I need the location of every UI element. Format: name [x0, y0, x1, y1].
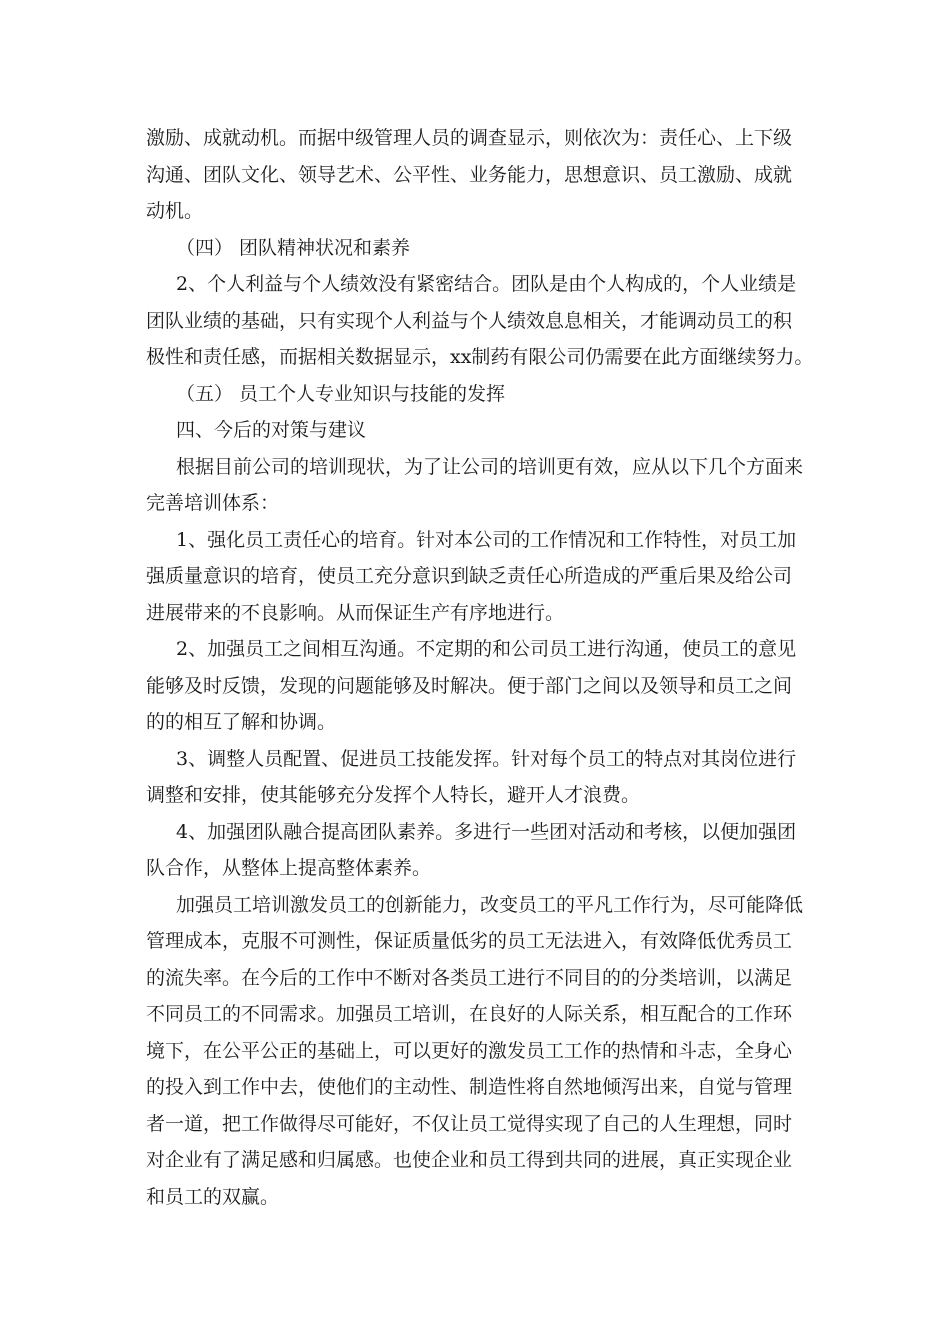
text-line: 极性和责任感，而据相关数据显示，xx制药有限公司仍需要在此方面继续努力。 [146, 346, 814, 368]
text-line: 的的相互了解和协调。 [146, 711, 337, 733]
text-line: 四、今后的对策与建议 [176, 419, 367, 441]
text-line: 不同员工的不同需求。加强员工培训，在良好的人际关系，相互配合的工作环 [146, 1003, 793, 1025]
text-line: 3、调整人员配置、促进员工技能发挥。针对每个员工的特点对其岗位进行 [176, 747, 797, 770]
text-line: 动机。 [146, 200, 204, 222]
text-line: 的投入到工作中去，使他们的主动性、制造性将自然地倾泻出来，自觉与管理 [146, 1076, 793, 1098]
text-line: 能够及时反馈，发现的问题能够及时解决。便于部门之间以及领导和员工之间 [146, 674, 793, 697]
text-line: 完善培训体系： [146, 492, 280, 514]
text-line: 4、加强团队融合提高团队素养。多进行一些团对活动和考核，以便加强团 [176, 820, 797, 843]
text-line: 强质量意识的培育，使员工充分意识到缺乏责任心所造成的严重后果及给公司 [146, 565, 793, 587]
text-line: 激励、成就动机。而据中级管理人员的调查显示，则依次为：责任心、上下级 [146, 127, 793, 149]
text-line: 队合作，从整体上提高整体素养。 [146, 857, 432, 879]
document-body [146, 120, 814, 1215]
text-line: 者一道，把工作做得尽可能好，不仅让员工觉得实现了自己的人生理想，同时 [146, 1112, 793, 1135]
text-line: 加强员工培训激发员工的创新能力，改变员工的平凡工作行为，尽可能降低 [176, 893, 804, 916]
text-line: （四） 团队精神状况和素养 [176, 236, 411, 259]
text-line: 2、加强员工之间相互沟通。不定期的和公司员工进行沟通，使员工的意见 [176, 638, 797, 660]
text-line: 沟通、团队文化、领导艺术、公平性、业务能力，思想意识、员工激励、成就 [146, 163, 793, 186]
text-line: 管理成本，克服不可测性，保证质量低劣的员工无法进入，有效降低优秀员工 [146, 930, 793, 952]
text-line: 团队业绩的基础，只有实现个人利益与个人绩效息息相关，才能调动员工的积 [146, 309, 793, 332]
text-line: 根据目前公司的培训现状，为了让公司的培训更有效，应从以下几个方面来 [176, 455, 804, 478]
text-line: 2、个人利益与个人绩效没有紧密结合。团队是由个人构成的，个人业绩是 [176, 273, 797, 295]
text-line: 境下，在公平公正的基础上，可以更好的激发员工工作的热情和斗志，全身心 [146, 1039, 793, 1062]
text-line: 对企业有了满足感和归属感。也使企业和员工得到共同的进展，真正实现企业 [146, 1149, 793, 1171]
text-line: 1、强化员工责任心的培育。针对本公司的工作情况和工作特性，对员工加 [176, 528, 797, 551]
text-line: （五） 员工个人专业知识与技能的发挥 [176, 382, 506, 405]
text-line: 和员工的双赢。 [146, 1185, 280, 1208]
text-line: 的流失率。在今后的工作中不断对各类员工进行不同目的的分类培训，以满足 [146, 966, 793, 989]
text-line: 调整和安排，使其能够充分发挥个人特长，避开人才浪费。 [146, 784, 641, 806]
text-line: 进展带来的不良影响。从而保证生产有序地进行。 [146, 601, 565, 624]
